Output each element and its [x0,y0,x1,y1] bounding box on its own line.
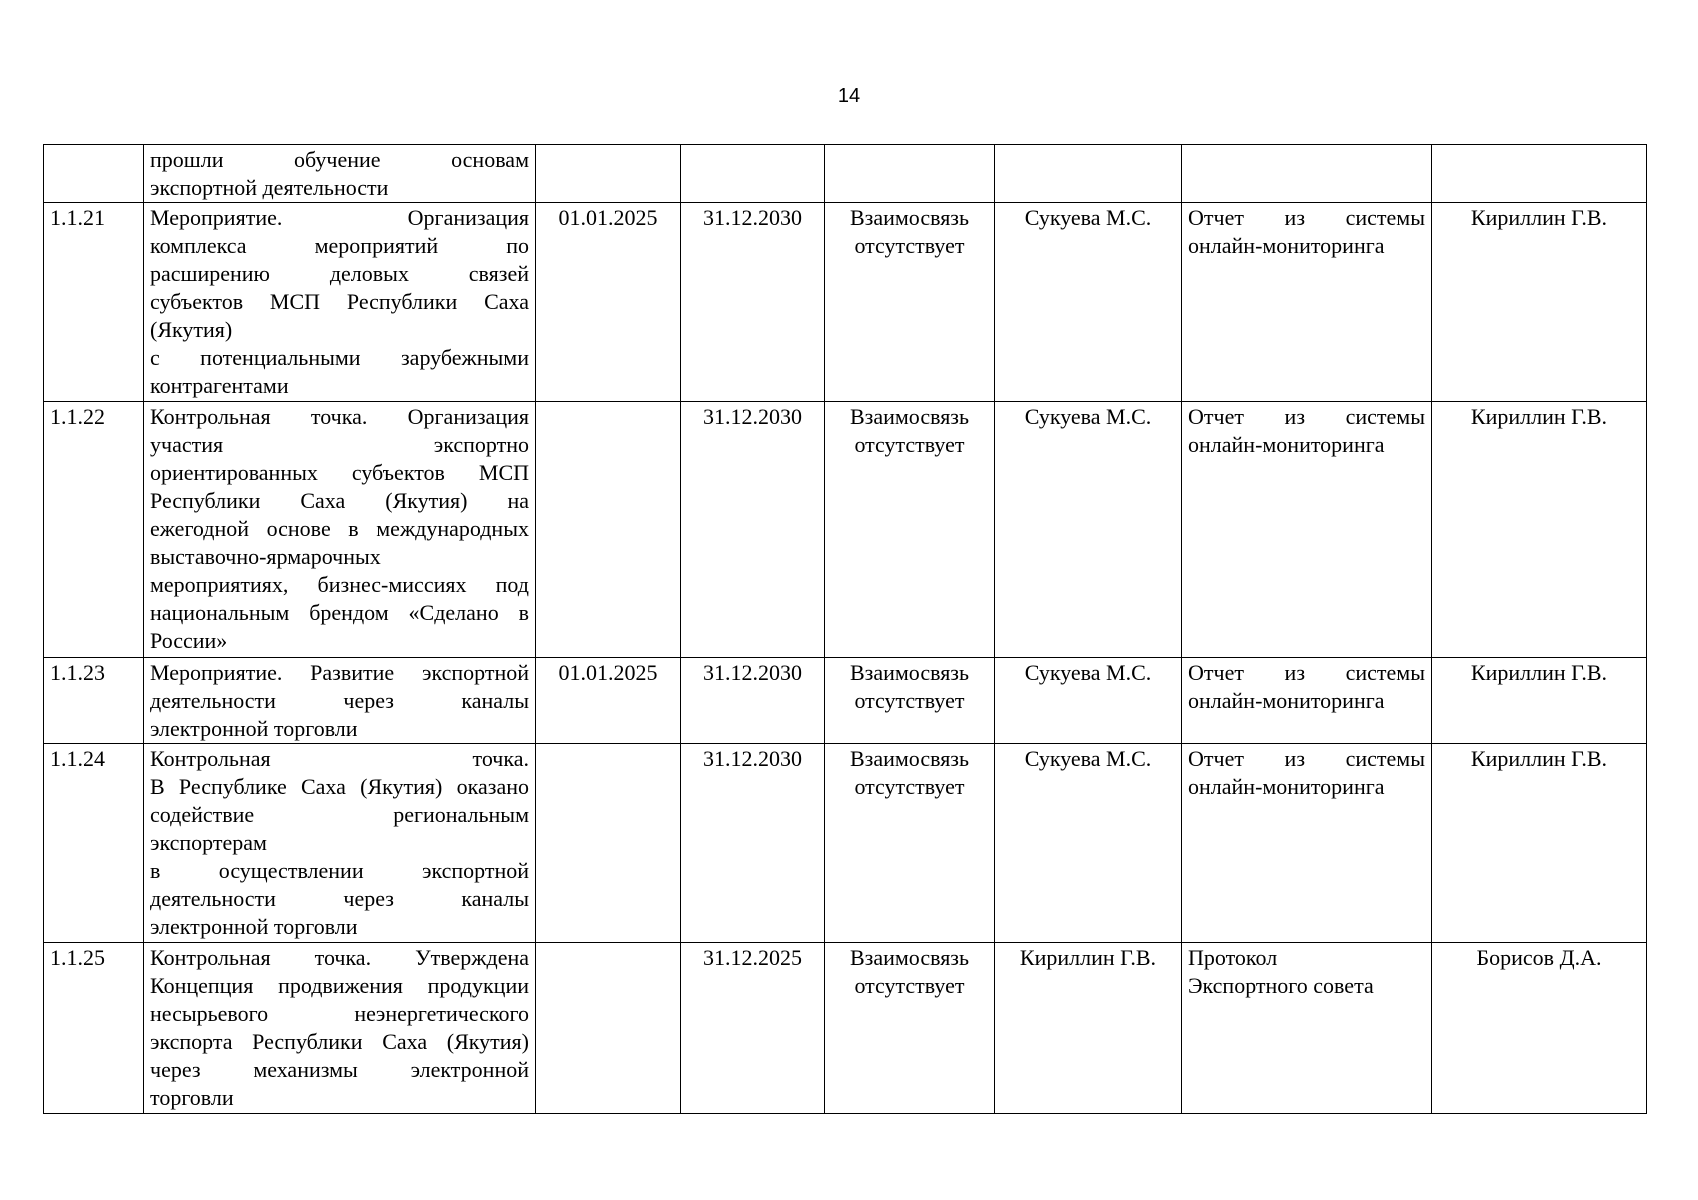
document-line: Отчет из системы [1188,205,1425,230]
relation-cell [825,943,995,1114]
responsible-person: Сукуева М.С. [1024,205,1152,230]
relation-line: Взаимосвязь [849,660,970,685]
description-line: Мероприятие. Организация [150,205,529,230]
description-line: Контрольная точка. Организация [150,404,529,429]
description-line: национальным брендом «Сделано в [150,600,529,625]
item-number-cell [44,203,144,402]
table-row [44,402,1647,658]
description-cell [144,203,536,402]
description-line: выставочно-ярмарочных [150,544,381,569]
description-line: несырьевого неэнергетического [150,1001,529,1026]
controller-person: Кириллин Г.В. [1470,205,1608,230]
document-cell [1182,203,1432,402]
description-line: мероприятиях, бизнес-миссиях под [150,572,529,597]
table-row [44,744,1647,943]
document-cell [1182,744,1432,943]
relation-cell [825,402,995,658]
item-number-cell [44,145,144,203]
relation-cell [825,203,995,402]
description-cell [144,402,536,658]
end-date-cell [681,145,825,203]
relation-line: Взаимосвязь [849,945,970,970]
item-number-cell [44,744,144,943]
controller-person: Кириллин Г.В. [1470,660,1608,685]
responsible-cell [995,658,1182,744]
document-line: Отчет из системы [1188,660,1425,685]
end-date: 31.12.2030 [703,746,802,771]
document-line: онлайн-мониторинга [1188,432,1385,457]
description-cell [144,145,536,203]
responsible-cell [995,744,1182,943]
end-date-cell [681,203,825,402]
table-row [44,943,1647,1114]
description-line: электронной торговли [150,914,358,939]
description-line: Республики Саха (Якутия) на [150,488,529,513]
table-row [44,145,1647,203]
start-date-cell [536,744,681,943]
item-number-cell [44,402,144,658]
controller-person: Кириллин Г.В. [1470,746,1608,771]
relation-line: отсутствует [854,774,965,799]
description-line: расширению деловых связей [150,261,529,286]
description-line: В Республике Саха (Якутия) оказано [150,774,529,799]
description-line: с потенциальными зарубежными [150,345,529,370]
relation-line: Взаимосвязь [849,205,970,230]
description-line: Мероприятие. Развитие экспортной [150,660,529,685]
description-line: деятельности через каналы [150,688,529,713]
start-date-cell [536,943,681,1114]
item-number: 1.1.24 [50,746,105,771]
description-line: контрагентами [150,373,289,398]
responsible-person: Сукуева М.С. [1024,404,1152,429]
description-line: торговли [150,1085,234,1110]
responsible-cell [995,203,1182,402]
document-line: Протокол [1188,945,1278,970]
item-number: 1.1.23 [50,660,105,685]
document-line: онлайн-мониторинга [1188,688,1385,713]
item-number: 1.1.22 [50,404,105,429]
description-line: экспортной деятельности [150,175,389,200]
document-cell [1182,658,1432,744]
description-line: ориентированных субъектов МСП [150,460,529,485]
description-line: ежегодной основе в международных [150,516,529,541]
document-line: Экспортного совета [1188,973,1374,998]
document-line: онлайн-мониторинга [1188,774,1385,799]
controller-cell [1432,744,1647,943]
description-line: электронной торговли [150,716,358,741]
start-date: 01.01.2025 [558,660,658,685]
end-date-cell [681,658,825,744]
description-line: участия экспортно [150,432,529,457]
relation-line: Взаимосвязь [849,746,970,771]
description-cell [144,744,536,943]
start-date-cell [536,203,681,402]
description-line: комплекса мероприятий по [150,233,529,258]
description-line: Концепция продвижения продукции [150,973,529,998]
description-line: Контрольная точка. Утверждена [150,945,529,970]
description-line: через механизмы электронной [150,1057,529,1082]
page-number: 14 [837,85,861,107]
controller-cell [1432,402,1647,658]
table-row [44,658,1647,744]
description-line: экспорта Республики Саха (Якутия) [150,1029,529,1054]
relation-line: отсутствует [854,688,965,713]
relation-line: отсутствует [854,432,965,457]
table-row [44,203,1647,402]
description-line: в осуществлении экспортной [150,858,529,883]
relation-line: отсутствует [854,233,965,258]
table-body [44,145,1647,1114]
responsible-person: Сукуева М.С. [1024,746,1152,771]
responsible-person: Сукуева М.С. [1024,660,1152,685]
description-line: России» [150,628,228,653]
start-date-cell [536,145,681,203]
end-date-cell [681,943,825,1114]
controller-person: Борисов Д.А. [1476,945,1602,970]
document-cell [1182,943,1432,1114]
description-line: экспортерам [150,830,267,855]
end-date: 31.12.2030 [703,404,802,429]
responsible-cell [995,402,1182,658]
item-number-cell [44,658,144,744]
end-date-cell [681,744,825,943]
start-date: 01.01.2025 [558,205,658,230]
document-line: Отчет из системы [1188,404,1425,429]
relation-cell [825,744,995,943]
description-line: субъектов МСП Республики Саха [150,289,529,314]
description-line: деятельности через каналы [150,886,529,911]
plan-table [43,144,1647,1114]
document-line: онлайн-мониторинга [1188,233,1385,258]
description-line: содействие региональным [150,802,529,827]
description-line: прошли обучение основам [150,147,529,172]
relation-cell [825,658,995,744]
document-cell [1182,145,1432,203]
end-date: 31.12.2030 [703,205,802,230]
item-number-cell [44,943,144,1114]
relation-line: Взаимосвязь [849,404,970,429]
end-date-cell [681,402,825,658]
start-date-cell [536,658,681,744]
relation-line: отсутствует [854,973,965,998]
description-cell [144,658,536,744]
item-number: 1.1.21 [50,205,105,230]
start-date-cell [536,402,681,658]
controller-cell [1432,658,1647,744]
responsible-cell [995,145,1182,203]
description-line: (Якутия) [150,317,233,342]
responsible-person: Кириллин Г.В. [1019,945,1157,970]
end-date: 31.12.2030 [703,660,802,685]
document-line: Отчет из системы [1188,746,1425,771]
controller-cell [1432,943,1647,1114]
relation-cell [825,145,995,203]
controller-cell [1432,203,1647,402]
description-line: Контрольная точка. [150,746,529,771]
controller-person: Кириллин Г.В. [1470,404,1608,429]
document-cell [1182,402,1432,658]
description-cell [144,943,536,1114]
item-number: 1.1.25 [50,945,105,970]
controller-cell [1432,145,1647,203]
end-date: 31.12.2025 [703,945,802,970]
responsible-cell [995,943,1182,1114]
